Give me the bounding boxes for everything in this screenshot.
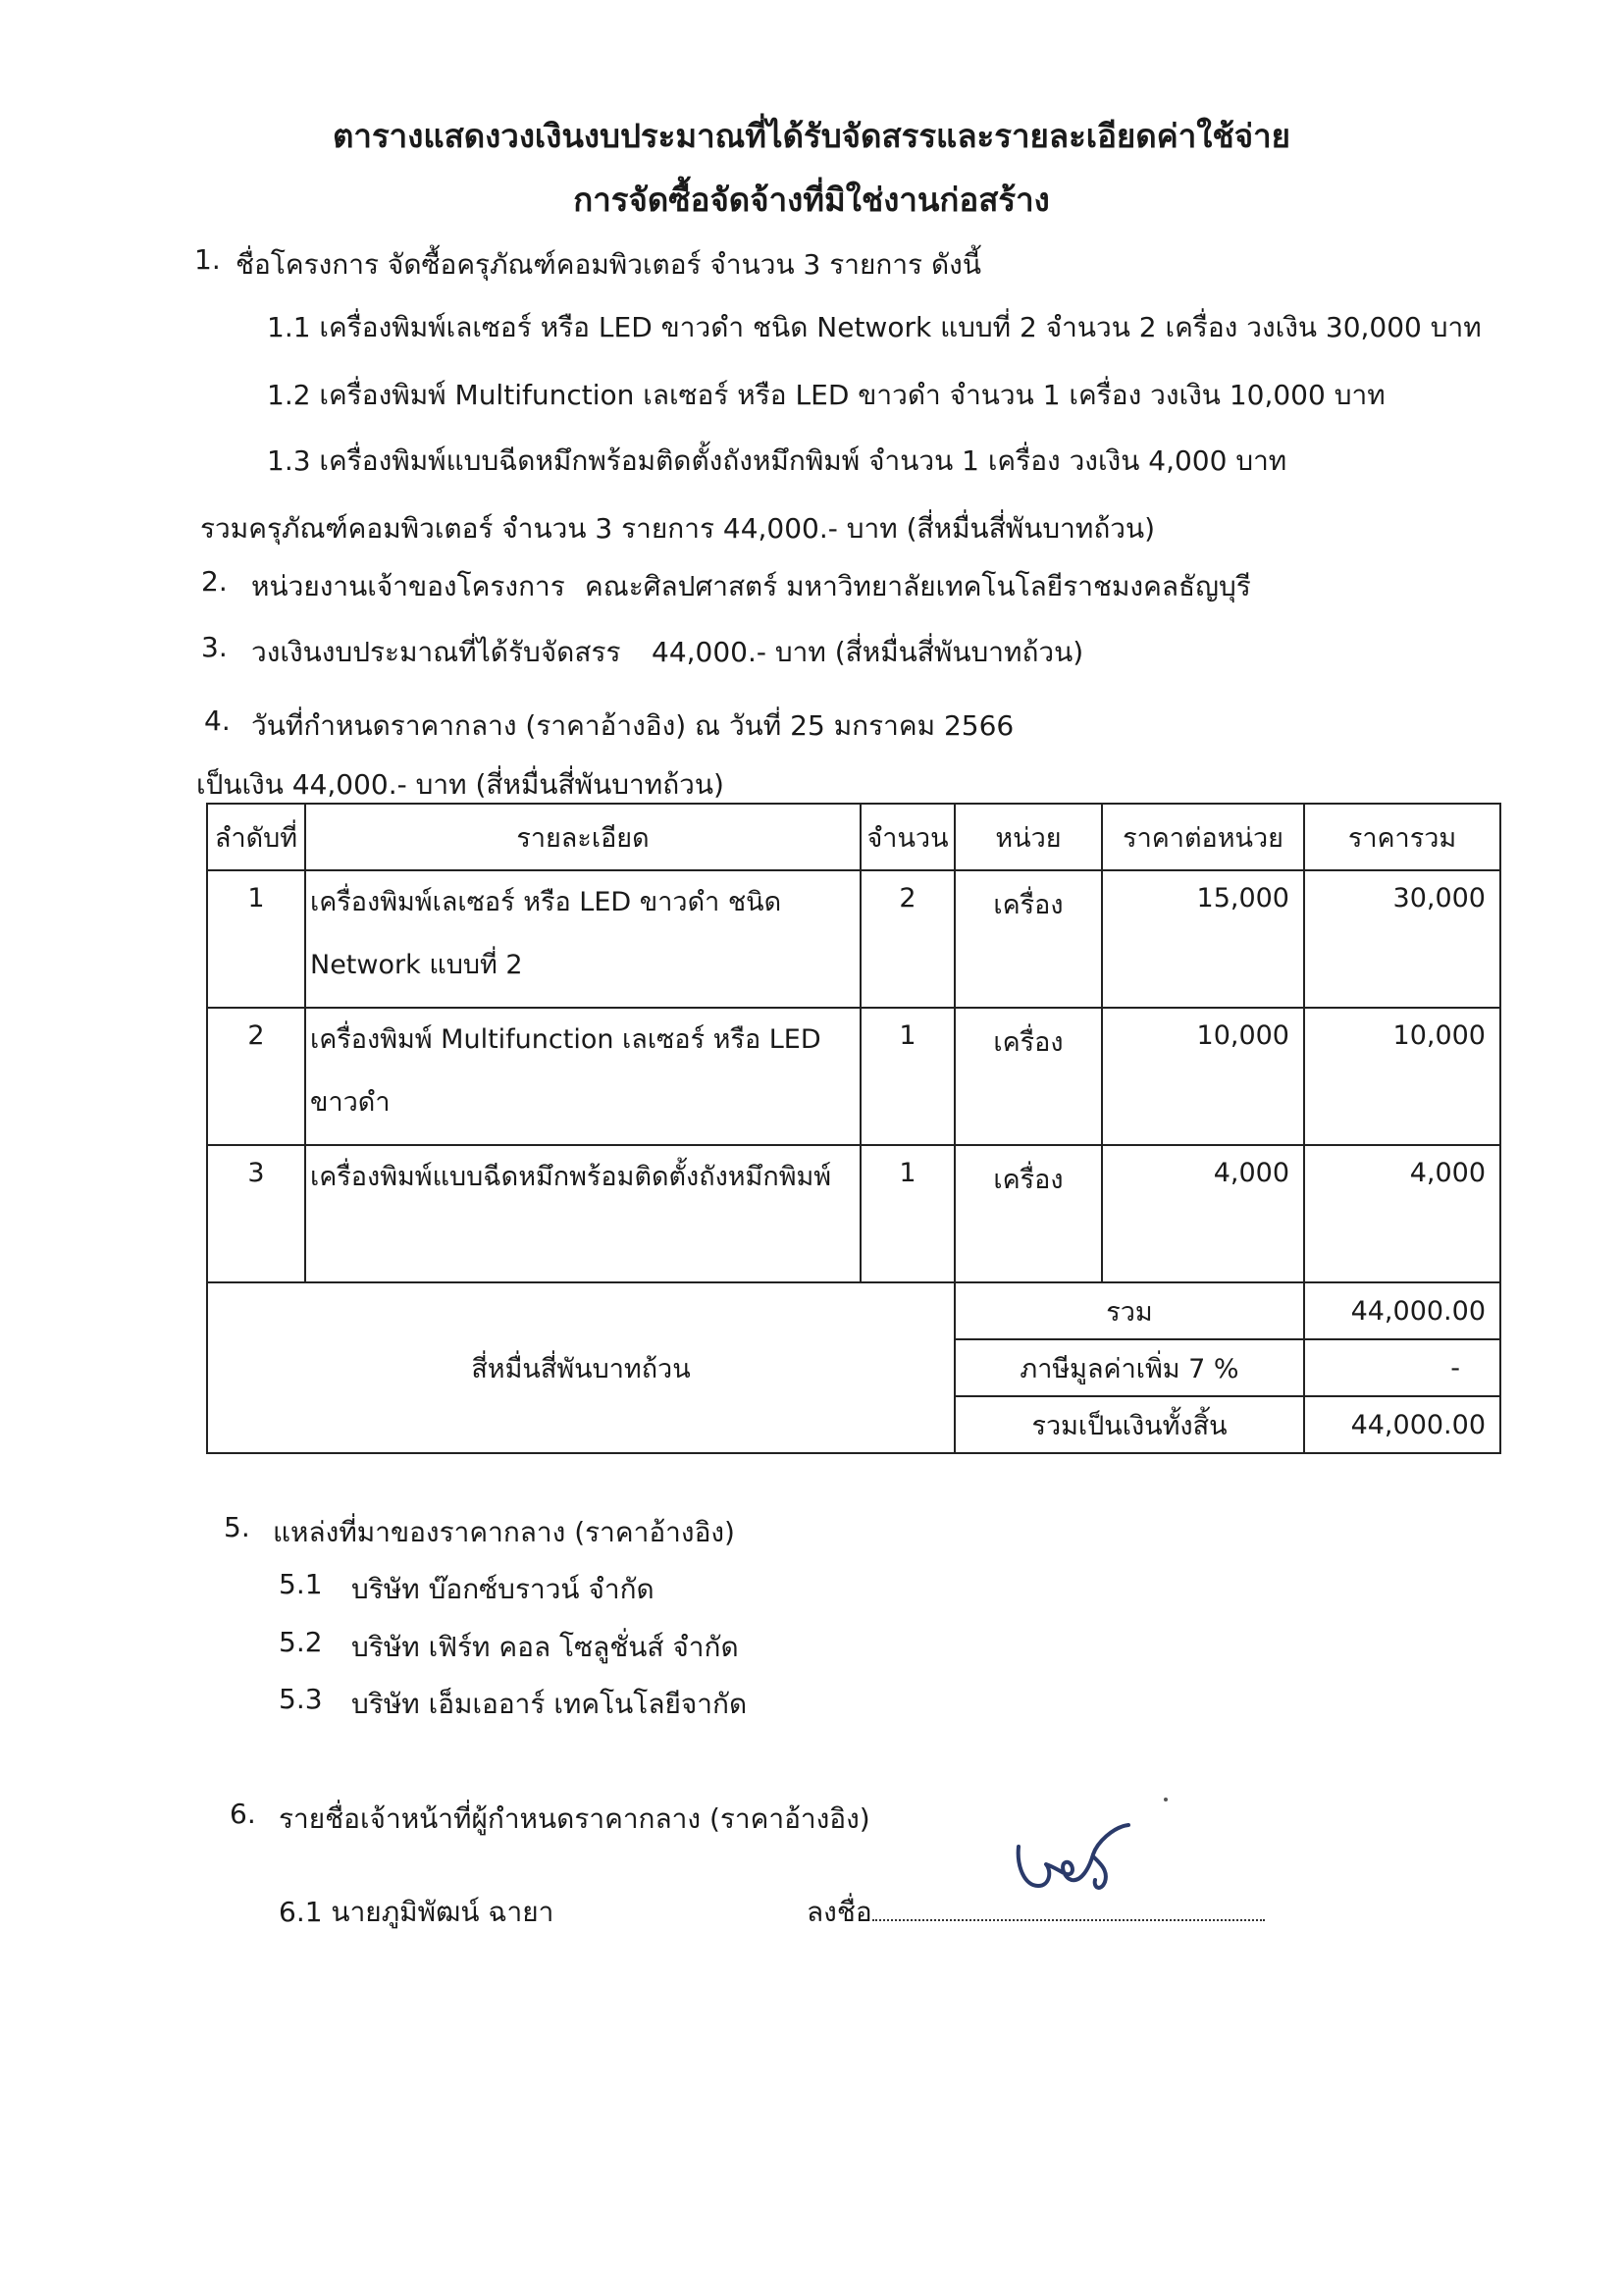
ink-dot	[1164, 1798, 1168, 1801]
section5-text: แหล่งที่มาของราคากลาง (ราคาอ้างอิง)	[273, 1516, 735, 1548]
section4-text: วันที่กำหนดราคากลาง (ราคาอ้างอิง) ณ วันที่ 25 มกราคม 2566	[251, 709, 1015, 742]
row-detail	[305, 1008, 861, 1145]
section1-item-1: 1.1 เครื่องพิมพ์เลเซอร์ หรือ LED ขาวดำ ชนิด Network แบบที่ 2 จำนวน 2 เครื่อง วงเงิน 30,000 บาท	[267, 311, 1482, 343]
source-name: บริษัท บ๊อกซ์บราวน์ จำกัด	[351, 1573, 654, 1605]
document-title-line1: ตารางแสดงวงเงินงบประมาณที่ได้รับจัดสรรและรายละเอียดค่าใช้จ่าย	[333, 117, 1290, 155]
row-detail-line1: เครื่องพิมพ์แบบฉีดหมึกพร้อมติดตั้งถังหมึกพิมพ์	[310, 1162, 832, 1192]
table-header-row	[207, 804, 1500, 870]
row-qty: 2	[861, 870, 955, 1008]
row-detail-line2: ขาวดำ	[310, 1087, 391, 1118]
row-qty: 1	[861, 1145, 955, 1282]
section1-item-3: 1.3 เครื่องพิมพ์แบบฉีดหมึกพร้อมติดตั้งถังหมึกพิมพ์ จำนวน 1 เครื่อง วงเงิน 4,000 บาท	[267, 444, 1287, 477]
summary-label-vat: ภาษีมูลค่าเพิ่ม 7 %	[955, 1339, 1304, 1396]
row-detail	[305, 870, 861, 1008]
section1-item-2: 1.2 เครื่องพิมพ์ Multifunction เลเซอร์ หรือ LED ขาวดำ จำนวน 1 เครื่อง วงเงิน 10,000 บาท	[267, 379, 1386, 411]
section4-amount: เป็นเงิน 44,000.- บาท (สี่หมื่นสี่พันบาทถ้วน)	[196, 768, 724, 801]
handwritten-signature	[1011, 1817, 1158, 1905]
summary-row-subtotal	[207, 1282, 1500, 1339]
row-detail-line1: เครื่องพิมพ์เลเซอร์ หรือ LED ขาวดำ ชนิด	[310, 887, 782, 917]
section4-number: 4.	[204, 704, 231, 737]
section1-text: ชื่อโครงการ จัดซื้อครุภัณฑ์คอมพิวเตอร์ จำนวน 3 รายการ ดังนี้	[236, 248, 981, 281]
section6-number: 6.	[230, 1798, 256, 1830]
row-no: 2	[207, 1008, 305, 1145]
section2-value: คณะศิลปศาสตร์ มหาวิทยาลัยเทคโนโลยีราชมงคลธัญบุรี	[585, 570, 1251, 602]
section6-text: รายชื่อเจ้าหน้าที่ผู้กำหนดราคากลาง (ราคาอ้างอิง)	[279, 1802, 870, 1835]
row-total: 4,000	[1304, 1145, 1500, 1282]
row-total: 30,000	[1304, 870, 1500, 1008]
section3-label: วงเงินงบประมาณที่ได้รับจัดสรร	[251, 636, 621, 668]
table-row	[207, 870, 1500, 1008]
row-detail	[305, 1145, 861, 1282]
header-unit-price: ราคาต่อหน่วย	[1102, 804, 1304, 870]
section2-number: 2.	[201, 565, 228, 598]
summary-label-grand-total: รวมเป็นเงินทั้งสิ้น	[955, 1396, 1304, 1453]
section1-summary: รวมครุภัณฑ์คอมพิวเตอร์ จำนวน 3 รายการ 44,000.- บาท (สี่หมื่นสี่พันบาทถ้วน)	[200, 512, 1156, 545]
section3-value: 44,000.- บาท (สี่หมื่นสี่พันบาทถ้วน)	[652, 636, 1084, 668]
row-unit: เครื่อง	[955, 1145, 1102, 1282]
row-unit: เครื่อง	[955, 1008, 1102, 1145]
section5-number: 5.	[224, 1511, 250, 1543]
row-total: 10,000	[1304, 1008, 1500, 1145]
row-qty: 1	[861, 1008, 955, 1145]
table-row	[207, 1008, 1500, 1145]
price-table	[206, 803, 1501, 1454]
summary-value-subtotal: 44,000.00	[1304, 1282, 1500, 1339]
row-unit-price: 10,000	[1102, 1008, 1304, 1145]
row-detail-line1: เครื่องพิมพ์ Multifunction เลเซอร์ หรือ LED	[310, 1024, 821, 1055]
table-row	[207, 1145, 1500, 1282]
summary-label-subtotal: รวม	[955, 1282, 1304, 1339]
document-title-line2: การจัดซื้อจัดจ้างที่มิใช่งานก่อสร้าง	[573, 181, 1050, 219]
section1-number: 1.	[194, 243, 221, 276]
source-no: 5.3	[279, 1683, 323, 1715]
header-qty: จำนวน	[861, 804, 955, 870]
section3-number: 3.	[201, 631, 228, 663]
row-no: 1	[207, 870, 305, 1008]
row-detail-line2: Network แบบที่ 2	[310, 950, 523, 980]
header-unit: หน่วย	[955, 804, 1102, 870]
header-detail: รายละเอียด	[305, 804, 861, 870]
header-total: ราคารวม	[1304, 804, 1500, 870]
section2-label: หน่วยงานเจ้าของโครงการ	[251, 570, 565, 602]
header-no: ลำดับที่	[207, 804, 305, 870]
row-unit-price: 15,000	[1102, 870, 1304, 1008]
source-no: 5.2	[279, 1626, 323, 1658]
summary-value-vat: -	[1304, 1339, 1500, 1396]
source-name: บริษัท เอ็มเออาร์ เทคโนโลยีจากัด	[351, 1688, 748, 1720]
amount-in-words: สี่หมื่นสี่พันบาทถ้วน	[207, 1282, 955, 1453]
officer-name: 6.1 นายภูมิพัฒน์ ฉายา	[279, 1896, 554, 1928]
source-no: 5.1	[279, 1568, 323, 1600]
row-unit-price: 4,000	[1102, 1145, 1304, 1282]
source-name: บริษัท เฟิร์ท คอล โซลูชั่นส์ จำกัด	[351, 1631, 739, 1663]
summary-value-grand-total: 44,000.00	[1304, 1396, 1500, 1453]
signature-label: ลงชื่อ	[807, 1896, 872, 1928]
row-no: 3	[207, 1145, 305, 1282]
row-unit: เครื่อง	[955, 870, 1102, 1008]
